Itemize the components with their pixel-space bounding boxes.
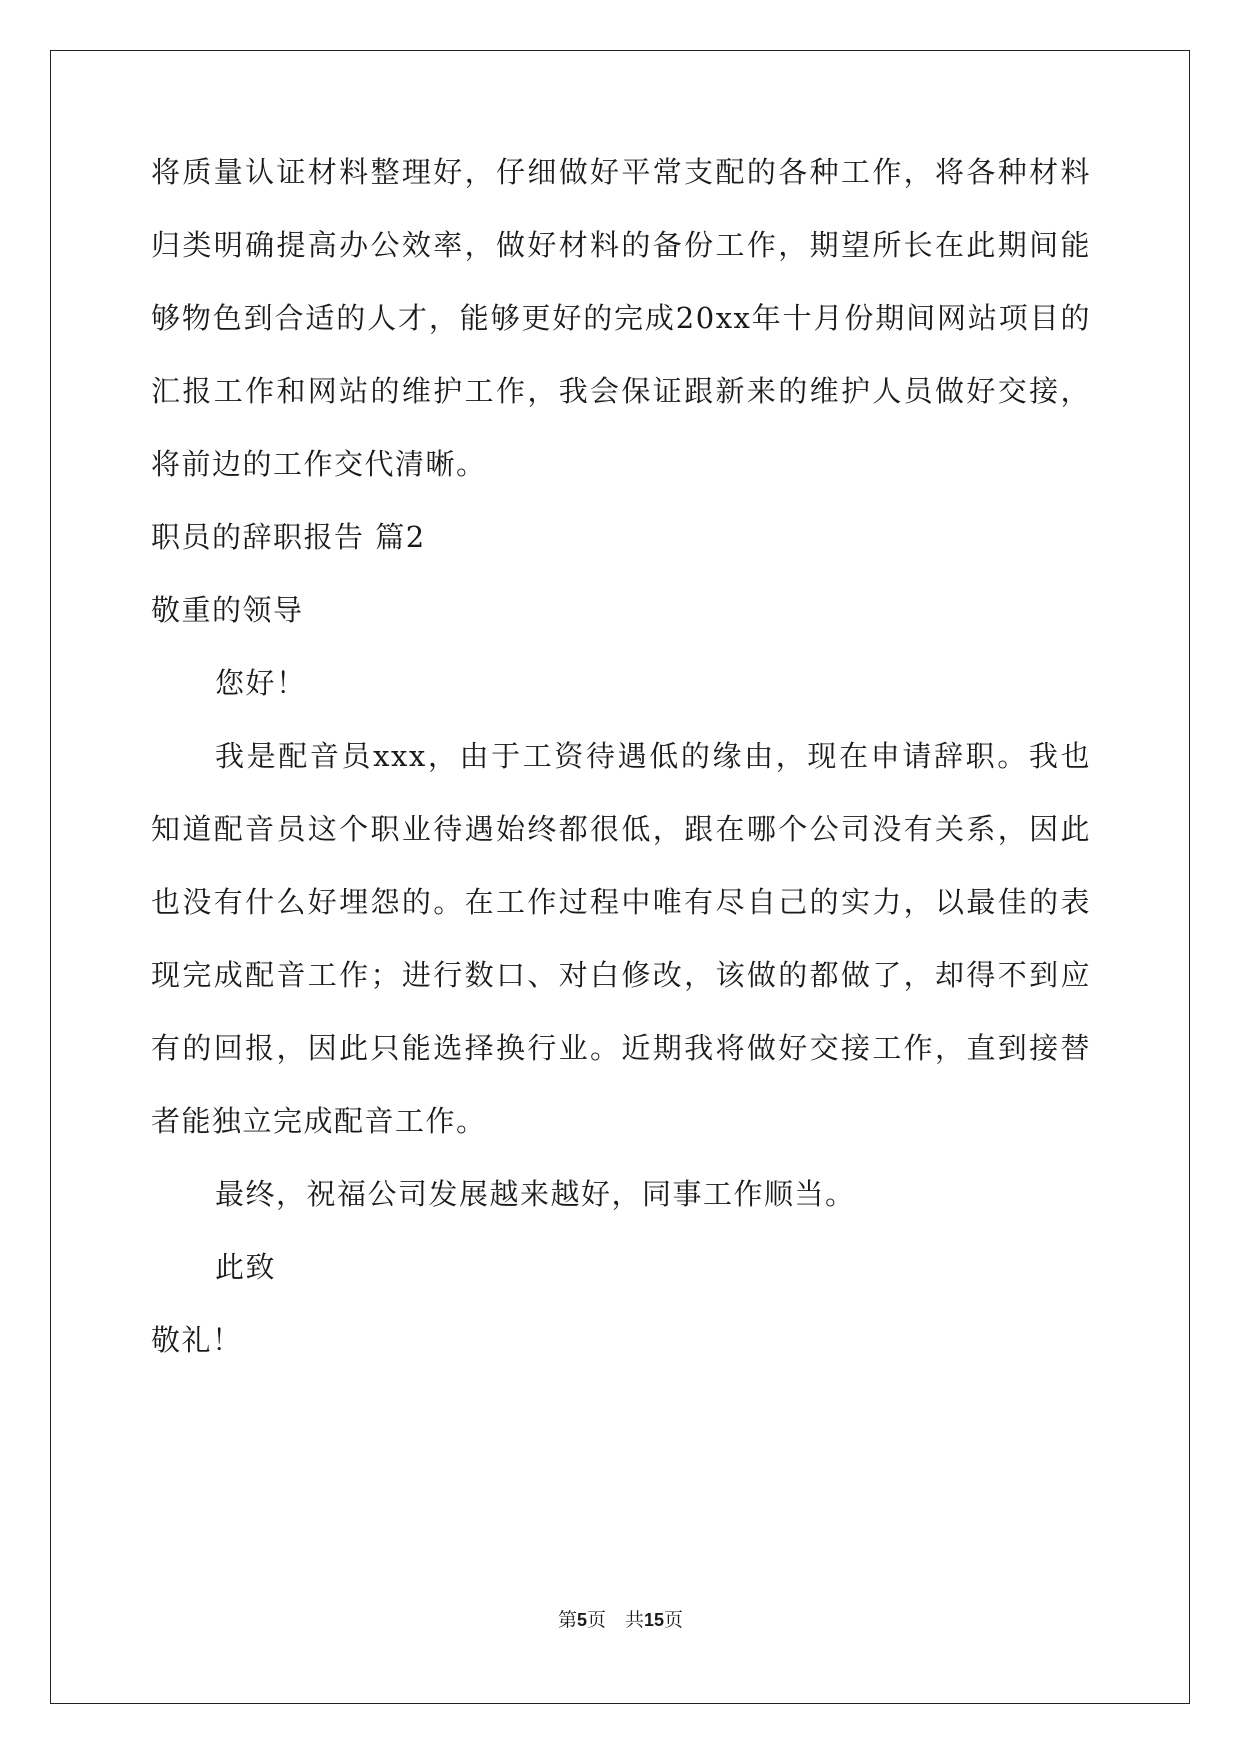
page-current: 5 xyxy=(576,1610,587,1630)
page-prefix: 第 xyxy=(557,1610,577,1631)
paragraph-line: 够物色到合适的人才，能够更好的完成20xx年十月份期间网站项目的 xyxy=(151,301,1091,335)
page-mid: 页 共 xyxy=(586,1610,644,1631)
closing-line: 敬礼！ xyxy=(151,1323,243,1357)
paragraph-line: 归类明确提高办公效率，做好材料的备份工作，期望所长在此期间能 xyxy=(151,228,1091,262)
page-suffix: 页 xyxy=(664,1610,684,1631)
paragraph-line: 也没有什么好埋怨的。在工作过程中唯有尽自己的实力，以最佳的表 xyxy=(151,885,1091,919)
paragraph-line: 者能独立完成配音工作。 xyxy=(151,1104,487,1138)
paragraph-line: 汇报工作和网站的维护工作，我会保证跟新来的维护人员做好交接， xyxy=(151,374,1091,408)
paragraph-line: 现完成配音工作；进行数口、对白修改，该做的都做了，却得不到应 xyxy=(151,958,1091,992)
section-title: 职员的辞职报告 篇2 xyxy=(151,520,426,554)
closing-line: 此致 xyxy=(215,1250,277,1284)
paragraph-line: 有的回报，因此只能选择换行业。近期我将做好交接工作，直到接替 xyxy=(151,1031,1091,1065)
paragraph-line: 知道配音员这个职业待遇始终都很低，跟在哪个公司没有关系，因此 xyxy=(151,812,1091,846)
page-footer xyxy=(0,1608,1241,1633)
page-total: 15 xyxy=(644,1610,665,1630)
wishes-line: 最终，祝福公司发展越来越好，同事工作顺当。 xyxy=(215,1177,856,1211)
paragraph-line: 将前边的工作交代清晰。 xyxy=(151,447,487,481)
greeting: 您好！ xyxy=(215,666,307,700)
paragraph-line: 我是配音员xxx，由于工资待遇低的缘由，现在申请辞职。我也 xyxy=(215,739,1091,773)
salutation: 敬重的领导 xyxy=(151,593,304,627)
paragraph-line: 将质量认证材料整理好，仔细做好平常支配的各种工作，将各种材料 xyxy=(151,155,1091,189)
